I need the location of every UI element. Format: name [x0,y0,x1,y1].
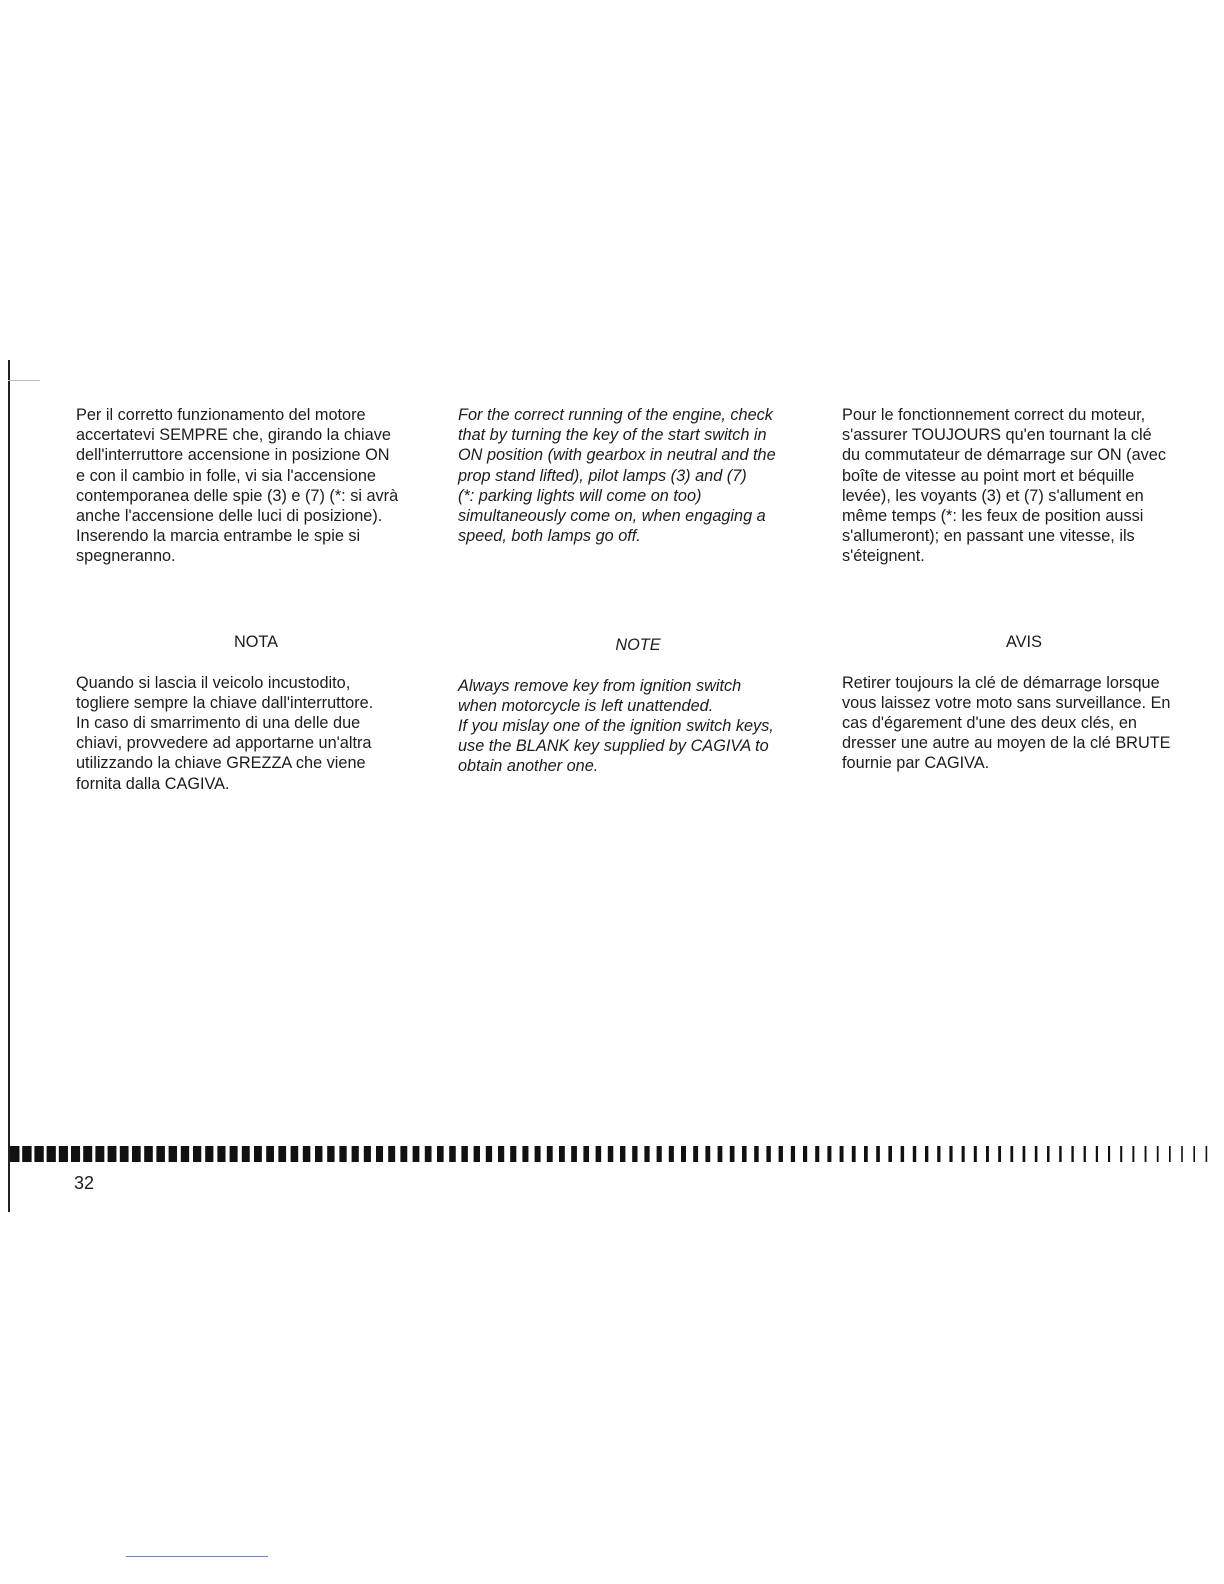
french-paragraph: Pour le fonctionnement correct du moteur, s'assurer TOUJOURS qu'en tournant la clé du commutateur de démarrage sur ON (avec boîte de vitesse au point mort et béquille levée), les voyants (3) et (7) s'allument en même temps (*: les feux de position aussi s'allumeront); en passant une vitesse, ils s'éteignent. [842,406,1166,566]
bar-strip-segment [827,1146,831,1162]
bar-strip-segment [461,1146,467,1162]
bar-strip-segment [1157,1146,1159,1162]
bar-strip-segment [742,1146,747,1162]
bar-strip-segment [852,1146,856,1162]
bar-strip-segment [315,1146,322,1162]
bar-strip-segment [22,1146,31,1162]
french-note-text: Retirer toujours la clé de démarrage lorsque vous laissez votre moto sans surveillance. En cas d'égarement d'une des deux clés, en dresser une autre au moyen de la clé BRUTE fournie par CAGIVA. [842,673,1171,773]
bar-strip-segment [1010,1146,1013,1162]
bar-strip-segment [34,1146,43,1162]
bar-strip-segment [632,1146,637,1162]
bar-strip-segment [95,1146,104,1162]
bar-strip-segment [1023,1146,1026,1162]
bar-strip-segment [254,1146,262,1162]
bar-strip-segment [71,1146,80,1162]
bar-strip-segment [876,1146,880,1162]
bar-strip-segment [1120,1146,1122,1162]
bar-strip-segment [754,1146,758,1162]
italian-note-heading: NOTA [233,633,279,652]
bar-strip-segment [83,1146,92,1162]
bar-strip-segment [547,1146,553,1162]
italian-note [76,612,436,794]
bar-strip-segment [779,1146,783,1162]
bar-strip-segment [205,1146,213,1162]
bar-strip-segment [291,1146,299,1162]
bar-strip-segment [1181,1146,1183,1162]
bar-strip-segment [681,1146,686,1162]
bar-strip-segment [413,1146,420,1162]
bar-strip-segment [986,1146,989,1162]
bar-strip-segment [913,1146,916,1162]
bar-strip-segment [1132,1146,1134,1162]
bar-strip-segment [352,1146,359,1162]
italian-paragraph: Per il corretto funzionamento del motore accertatevi SEMPRE che, girando la chiave dell'interruttore accensione in posizione ON e con il cambio in folle, vi sia l'accensione contemporanea delle spie (3) e (7) (*: si avrà anche l'accensione delle luci di posizione). Inserendo la marcia entrambe le spie si spegneranno. [76,406,399,566]
bar-strip-segment [169,1146,177,1162]
bar-strip-segment [1169,1146,1171,1162]
bar-strip-segment [937,1146,940,1162]
bar-strip-segment [925,1146,928,1162]
bar-strip-segment [974,1146,977,1162]
bar-strip-segment [10,1146,20,1162]
bar-strip-segment [388,1146,395,1162]
bar-strip-segment [730,1146,735,1162]
bar-strip-segment [949,1146,952,1162]
bar-strip-segment [1145,1146,1147,1162]
bar-strip-segment [791,1146,795,1162]
bar-strip-segment [803,1146,807,1162]
page-number: 32 [74,1173,95,1193]
bar-strip-segment [120,1146,129,1162]
bar-strip-segment [571,1146,577,1162]
english-note-text: Always remove key from ignition switch when motorcycle is left unattended. If you mislay one of the ignition switch keys, use the BLANK key supplied by CAGIVA to obtain another one. [458,676,774,776]
french-note [842,612,1206,774]
bar-strip-segment [1035,1146,1038,1162]
bar-strip-segment [449,1146,456,1162]
bar-strip-segment [840,1146,844,1162]
bar-strip-segment [1059,1146,1061,1162]
bar-strip-segment [144,1146,153,1162]
bar-strip-segment [278,1146,286,1162]
bar-strip-segment [901,1146,905,1162]
bar-strip-segment [998,1146,1001,1162]
bar-strip-segment [559,1146,565,1162]
bar-strip-segment [1193,1146,1195,1162]
bar-strip-segment [486,1146,492,1162]
bar-strip-segment [400,1146,407,1162]
bar-strip-segment [193,1146,201,1162]
bar-strip-segment [217,1146,225,1162]
bar-strip-segment [376,1146,383,1162]
bar-strip-segment [620,1146,625,1162]
left-crop-mark [8,360,10,1212]
italian-note-text: Quando si lascia il veicolo incustodito, togliere sempre la chiave dall'interruttore. In caso di smarrimento di una delle due chiavi, provvedere ad apportarne un'altra utilizzando la chiave GREZZA che viene fornita dalla CAGIVA. [76,673,374,793]
bar-strip-segment [1206,1146,1208,1162]
french-note-heading: AVIS [1006,633,1042,652]
bar-strip-segment [718,1146,723,1162]
english-paragraph: For the correct running of the engine, check that by turning the key of the start switch in ON position (with gearbox in neutral and the prop stand lifted), pilot lamps (3) and (7) (*: parking lights will come on too) simultaneously come on, when engaging a speed, both lamps go off. [458,406,776,546]
bar-strip-segment [1047,1146,1050,1162]
bar-strip-segment [108,1146,117,1162]
bar-strip-segment [815,1146,819,1162]
bar-strip-segment [437,1146,444,1162]
bar-strip-segment [132,1146,141,1162]
bar-strip-segment [1096,1146,1098,1162]
bar-strip-segment [535,1146,541,1162]
decorative-bar-strip [10,1146,1214,1162]
bar-strip-segment [498,1146,504,1162]
bar-strip-segment [230,1146,238,1162]
english-note [458,615,818,777]
bar-strip-segment [59,1146,68,1162]
bar-strip-segment [474,1146,480,1162]
bar-strip-segment [303,1146,311,1162]
bar-strip-segment [962,1146,965,1162]
bar-strip-segment [1108,1146,1110,1162]
bar-strip-segment [705,1146,710,1162]
bar-strip-segment [1071,1146,1073,1162]
english-note-heading: NOTE [615,636,661,655]
bar-strip-segment [766,1146,770,1162]
bar-strip-segment [522,1146,528,1162]
bar-strip-segment [364,1146,371,1162]
bar-strip-segment [510,1146,516,1162]
bottom-rule [126,1556,268,1557]
bar-strip-segment [266,1146,274,1162]
bar-strip-segment [339,1146,346,1162]
bar-strip-segment [888,1146,892,1162]
bar-strip-segment [693,1146,698,1162]
bar-strip-segment [864,1146,868,1162]
bar-strip-segment [181,1146,189,1162]
bar-strip-segment [644,1146,649,1162]
bar-strip-segment [327,1146,334,1162]
bar-strip-segment [596,1146,602,1162]
crop-mark-tick [8,380,40,381]
bar-strip-segment [242,1146,250,1162]
bar-strip-segment [583,1146,589,1162]
bar-strip-segment [657,1146,662,1162]
bar-strip-segment [608,1146,613,1162]
bar-strip-segment [47,1146,56,1162]
bar-strip-segment [1084,1146,1086,1162]
bar-strip-segment [669,1146,674,1162]
bar-strip-segment [425,1146,432,1162]
bar-strip-segment [156,1146,165,1162]
